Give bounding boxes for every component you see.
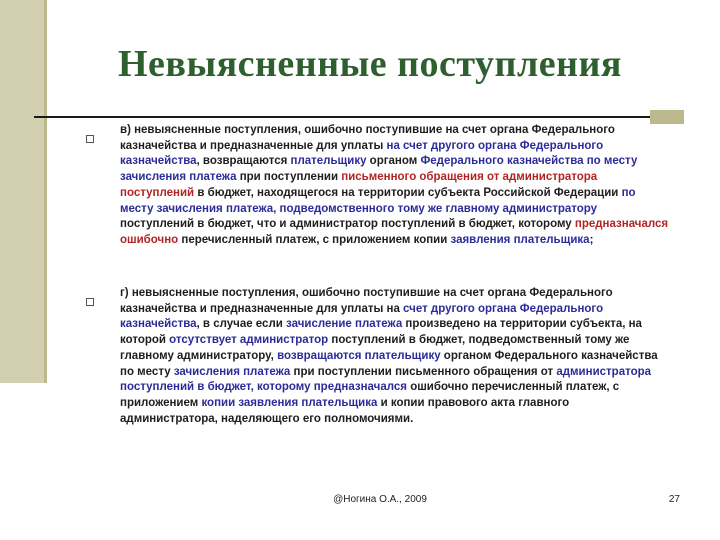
text-segment-blue: возвращаются плательщику (277, 349, 441, 362)
square-bullet-icon (86, 135, 94, 143)
text-segment-plain: органом (366, 155, 421, 168)
text-segment-red: предназначался ошибочно (120, 218, 669, 246)
text-segment-plain: в бюджет, находящегося на территории субъекта Российской Федерации (194, 186, 622, 199)
text-segment-plain: ; (589, 233, 594, 246)
text-segment-blue: Федерального казначейства по месту зачисления платежа (120, 155, 638, 184)
text-segment-plain: произведено на территории субъекта, на которой (120, 318, 642, 347)
text-segment-blue: администратора поступлений в бюджет, которому предназначался (120, 365, 652, 394)
left-accent-bar-edge (44, 0, 47, 383)
text-segment-plain: г) невыясненные поступления, ошибочно поступившие на счет органа Федерального казначейства и предназначенные для уплаты на (120, 287, 613, 315)
text-segment-plain: перечисленный платеж, с приложением копии (178, 233, 451, 246)
left-accent-bar (0, 0, 47, 383)
text-segment-blue: по месту зачисления платежа, подведомственного тому же главному администратору (120, 186, 636, 215)
text-segment-blue: копии заявления плательщика (201, 396, 378, 409)
text-segment-plain: , возвращаются (196, 155, 291, 168)
text-segment-plain: и копии правового акта главного администратора, наделяющего его полномочиями. (120, 396, 570, 425)
square-bullet-icon (86, 298, 94, 306)
text-segment-plain: при поступлении письменного обращения от (290, 365, 557, 378)
text-segment-plain: органом Федерального казначейства по месту (120, 349, 658, 378)
paragraph-item-v (120, 123, 670, 249)
text-segment-blue: счет другого органа Федерального казначейства (120, 302, 604, 331)
text-segment-blue: отсутствует администратор (169, 334, 329, 347)
footer-author: @Ногина О.А., 2009 (333, 494, 427, 505)
text-segment-plain: ошибочно перечисленный платеж, с приложением (120, 381, 620, 409)
text-segment-red: письменного обращения от администратора поступлений (120, 171, 598, 199)
paragraph-item-g (120, 286, 670, 427)
text-segment-blue: плательщику (290, 155, 367, 168)
slide-title: Невыясненные поступления (118, 43, 622, 85)
text-segment-plain: , в случае если (196, 318, 287, 331)
text-segment-plain: в) невыясненные поступления, ошибочно поступившие на счет органа Федерального казначейства и предназначенные для уплаты (120, 124, 615, 152)
text-segment-plain: при поступлении (236, 171, 342, 184)
text-segment-blue: заявления плательщика (450, 233, 590, 246)
text-segment-plain: поступлений в бюджет, что и администратор поступлений в бюджет, которому (120, 218, 575, 231)
text-segment-plain: поступлений в бюджет, подведомственный тому же главному администратору, (120, 334, 630, 362)
title-divider-accent (650, 110, 684, 124)
text-segment-blue: зачисления платежа (173, 365, 291, 378)
title-divider (34, 116, 650, 118)
text-segment-blue: на счет другого органа Федерального казначейства (120, 139, 604, 168)
footer-page-number: 27 (668, 494, 680, 505)
text-segment-blue: зачисление платежа (286, 318, 403, 331)
